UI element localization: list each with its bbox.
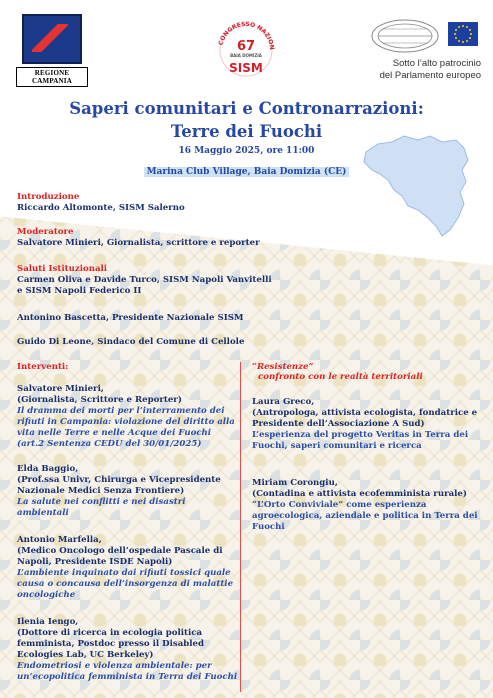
talk-title-line: L’esperienza del progetto Veritas in Terra dei (252, 430, 469, 440)
talk-title-line: Endometriosi e violenza ambientale: per (17, 661, 212, 671)
talk-title-line: agroecologica, aziendale e politica in Terra dei (252, 511, 478, 521)
campania-shield-icon (22, 14, 82, 64)
talk-title-line: causa o concausa dell’insorgenza di malattie (17, 579, 234, 589)
congress-org: SISM (229, 61, 263, 75)
talks-label: Interventi: (17, 362, 69, 372)
moderator-label: Moderatore (17, 227, 74, 237)
congress-emblem-icon (212, 14, 280, 82)
campania-map-icon (358, 130, 478, 240)
title-line-1: Saperi comunitari e Contronarrazioni: (69, 99, 424, 118)
talk-speaker-role: (Antropologa, attivista ecologista, fondatrice e (252, 408, 478, 418)
talk-title-line: Fuochi (252, 522, 285, 532)
moderator-text: Salvatore Minieri, Giornalista, scrittore e reporter (17, 238, 260, 248)
talk-speaker-role: Nazionale Medici Senza Frontiere) (17, 486, 185, 496)
parliament-building-icon (370, 16, 480, 56)
column-divider (240, 362, 241, 692)
resistance-header (252, 362, 482, 382)
talk-speaker-name: Miriam Corongiu, (252, 478, 338, 488)
talk-title-line: rifiuti in Campania: violazione del diritto alla (17, 417, 235, 427)
talk-iengo (17, 617, 245, 683)
resistance-title: “Resistenze” (252, 362, 314, 372)
talk-speaker-role: Ecologies Lab, UC Berkeley) (17, 650, 154, 660)
talk-title-line: Fuochi, saperi comunitari e ricerca (252, 441, 422, 451)
talk-title-line: L’ambiente inquinato dai rifiuti tossici quale (17, 568, 231, 578)
intro-text: Riccardo Altomonte, SISM Salerno (17, 203, 185, 213)
talk-title-line: ambientali (17, 508, 69, 518)
talk-title-line: “L’Orto Conviviale” come esperienza (252, 500, 427, 510)
talk-baggio (17, 464, 242, 519)
congress-place: BAIA DOMIZIA (230, 53, 262, 58)
talk-speaker-name: Antonio Marfella, (17, 535, 102, 545)
talk-speaker-name: Salvatore Minieri, (17, 384, 104, 394)
talk-marfella (17, 535, 242, 601)
venue-text: Marina Club Village, Baia Domizia (CE) (144, 167, 350, 177)
talk-speaker-role: Presidente dell’Associazione A Sud) (252, 419, 425, 429)
event-date: 16 Maggio 2025, ore 11:00 (178, 146, 315, 156)
speaker-dileone: Guido Di Leone, Sindaco del Comune di Cellole (17, 337, 245, 347)
greetings-line-1: Carmen Oliva e Davide Turco, SISM Napoli Vanvitelli (17, 275, 272, 285)
european-parliament-logo (370, 16, 480, 56)
talk-title-line: oncologiche (17, 590, 76, 600)
talk-minieri (17, 384, 242, 450)
talk-speaker-role: (Medico Oncologo dell’ospedale Pascale di (17, 546, 223, 556)
talk-title-line: (art.2 Sentenza CEDU del 30/01/2025) (17, 439, 202, 449)
talk-speaker-role: (Giornalista, Scrittore e Reporter) (17, 395, 182, 405)
talk-title-line: un’ecopolitica femminista in Terra dei Fuochi (17, 672, 238, 682)
talk-corongiu (252, 478, 482, 533)
talk-speaker-role: (Contadina e attivista ecofemminista rurale) (252, 489, 467, 499)
talk-title-line: La salute nei conflitti e nei disastri (17, 497, 186, 507)
talk-speaker-name: Ilenia Iengo, (17, 617, 79, 627)
patronage-line-2: del Parlamento europeo (379, 70, 481, 81)
talk-greco (252, 397, 482, 452)
patronage-line-1: Sotto l’alto patrocinio (392, 58, 481, 69)
talk-speaker-name: Laura Greco, (252, 397, 315, 407)
talk-speaker-role: femminista, Postdoc presso il Disabled (17, 639, 205, 649)
talk-speaker-role: (Dottore di ricerca in ecologia politica (17, 628, 203, 638)
talk-title-line: Il dramma dei morti per l’interramento dei (17, 406, 225, 416)
greetings-line-2: e SISM Napoli Federico II (17, 286, 142, 296)
talk-speaker-role: (Prof.ssa Univr, Chirurga e Vicepresidente (17, 475, 221, 485)
title-line-2: Terre dei Fuochi (170, 122, 323, 141)
talk-title-line: vita nelle Terre e nelle Acque dei Fuochi (17, 428, 212, 438)
region-label: REGIONE CAMPANIA (16, 67, 88, 87)
resistance-subtitle: confronto con le realtà territoriali (258, 372, 423, 382)
congress-number: 67 (236, 39, 256, 54)
talk-speaker-role: Napoli, Presidente ISDE Napoli) (17, 557, 173, 567)
congress-ring-text: CONGRESSO NAZION (217, 20, 276, 51)
intro-section (17, 192, 247, 214)
speaker-bascetta: Antonino Bascetta, Presidente Nazionale SISM (17, 313, 244, 323)
intro-label: Introduzione (17, 192, 80, 202)
greetings-label: Saluti Istituzionali (17, 264, 108, 274)
patronage-text (331, 58, 481, 82)
congress-logo (212, 14, 280, 82)
regione-campania-logo (16, 14, 88, 85)
talk-speaker-name: Elda Baggio, (17, 464, 79, 474)
moderator-section (17, 227, 277, 249)
greetings-section (17, 264, 287, 297)
